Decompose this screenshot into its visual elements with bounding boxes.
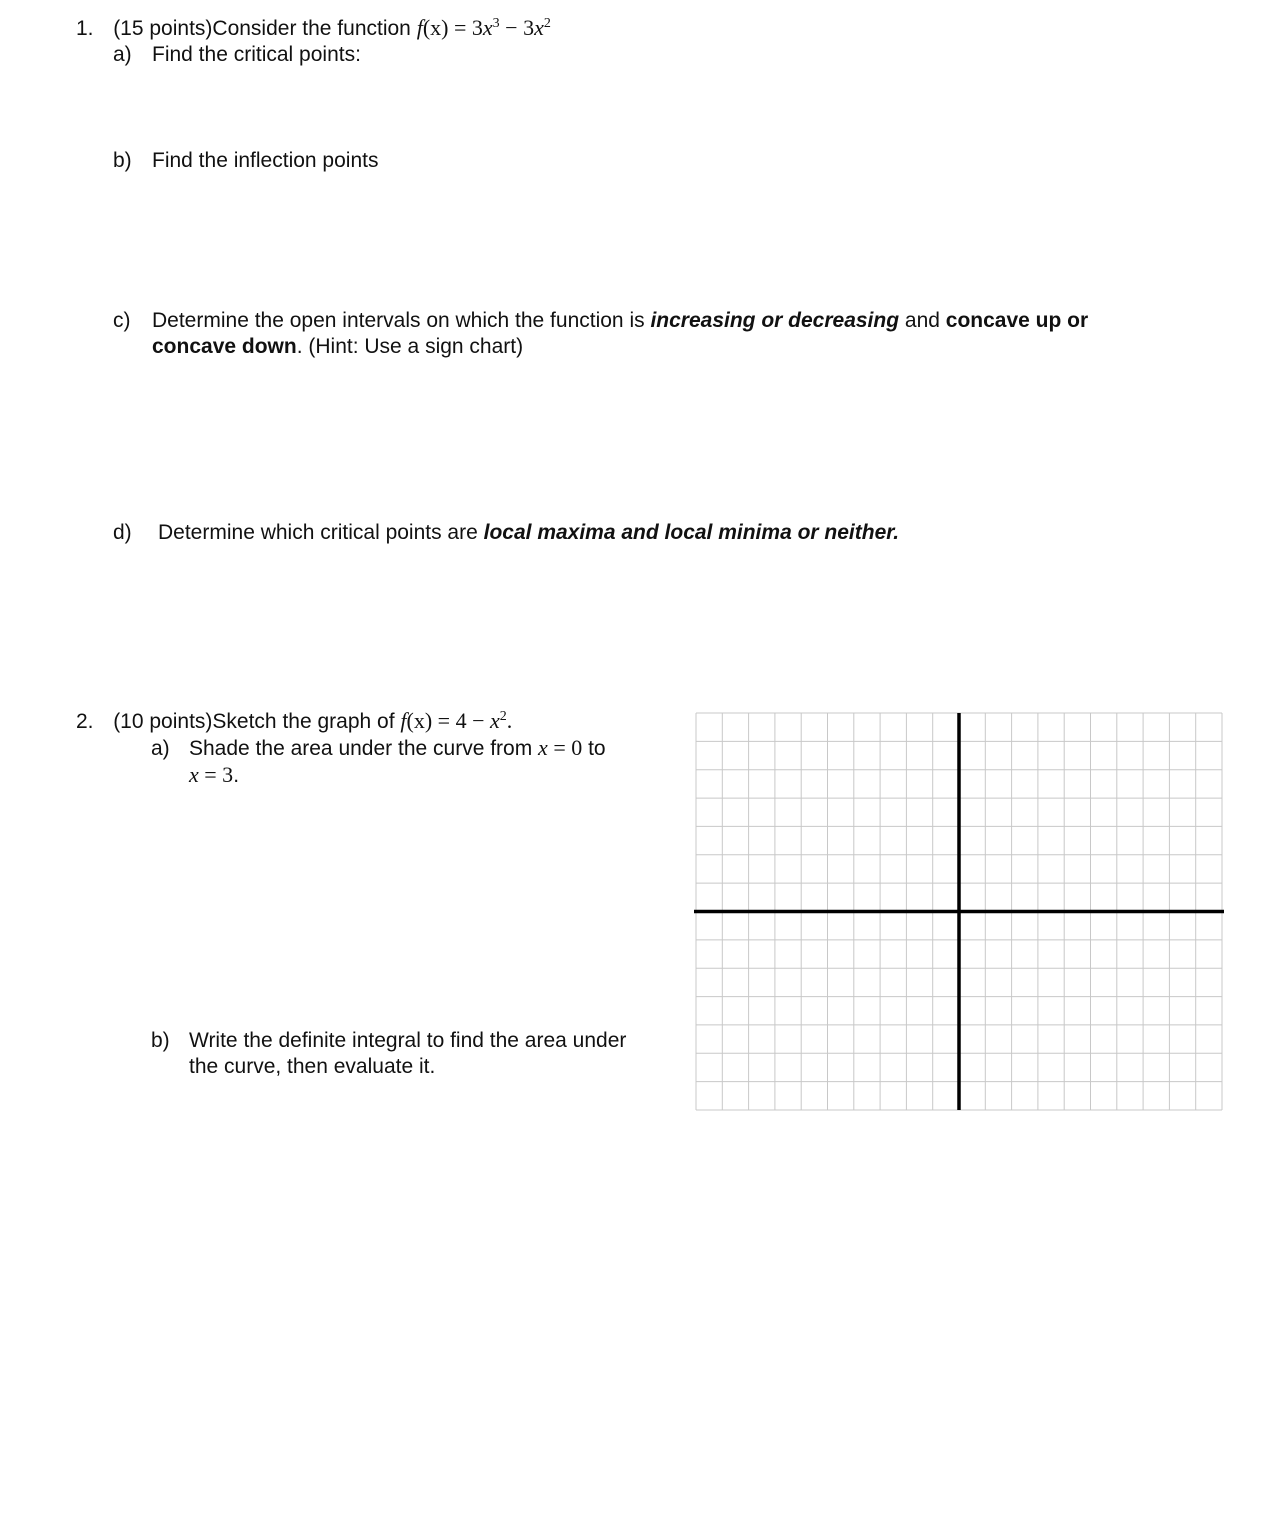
- q1c-emph1: increasing or decreasing: [650, 309, 900, 332]
- q1-part-d: [113, 520, 899, 546]
- q1b-text: Find the inflection points: [152, 149, 379, 172]
- q1c-text1: Determine the open intervals on which the function is: [152, 309, 651, 332]
- q1a-text: Find the critical points:: [152, 43, 361, 66]
- q1-header: [76, 15, 551, 42]
- q1-part-a: [113, 42, 361, 68]
- q1-intro: Consider the function: [212, 17, 417, 40]
- q1-points: (15 points): [113, 17, 213, 40]
- q2-function: $f(x) = 4 - x^2$.: [400, 708, 513, 733]
- q2b-label: b): [151, 1029, 170, 1052]
- q2b-line2: the curve, then evaluate it.: [189, 1055, 436, 1078]
- q1d-emph: local maxima and local minima or neither.: [483, 521, 900, 544]
- graph-paper[interactable]: [694, 711, 1224, 1113]
- q1-number: 1.: [76, 17, 94, 40]
- q2b-line1: Write the definite integral to find the area under: [189, 1029, 627, 1052]
- q1-part-c-line2: [152, 334, 523, 360]
- q2-part-b-line2: [189, 1054, 435, 1080]
- q2-header: [76, 708, 512, 735]
- q2-intro: Sketch the graph of: [212, 710, 401, 733]
- q1-function: $f(x) = 3x^3 - 3x^2$: [416, 15, 551, 40]
- q1d-text1: Determine which critical points are: [158, 521, 484, 544]
- q2a-label: a): [151, 737, 170, 760]
- q2-points: (10 points): [113, 710, 213, 733]
- q1c-emph2a: concave up or: [945, 309, 1089, 332]
- q1c-text3: . (Hint: Use a sign chart): [296, 335, 524, 358]
- q1c-emph2b: concave down: [152, 335, 297, 358]
- q1a-label: a): [113, 43, 132, 66]
- q1-part-c: [113, 308, 1088, 334]
- q1b-label: b): [113, 149, 132, 172]
- q2-number: 2.: [76, 710, 94, 733]
- q1c-label: c): [113, 309, 131, 332]
- q2-part-a-line2: [189, 762, 239, 789]
- q2-part-b: [151, 1028, 626, 1054]
- q2a-text2: to: [582, 737, 606, 760]
- q1-part-b: [113, 148, 378, 174]
- q1d-label: d): [113, 521, 132, 544]
- q2a-math1: x = 0: [538, 735, 583, 760]
- q2a-text3: .: [233, 764, 240, 787]
- q2-part-a: [151, 735, 606, 762]
- q2a-text1: Shade the area under the curve from: [189, 737, 539, 760]
- q2a-math2: x = 3: [189, 762, 234, 787]
- q1c-text2: and: [899, 309, 946, 332]
